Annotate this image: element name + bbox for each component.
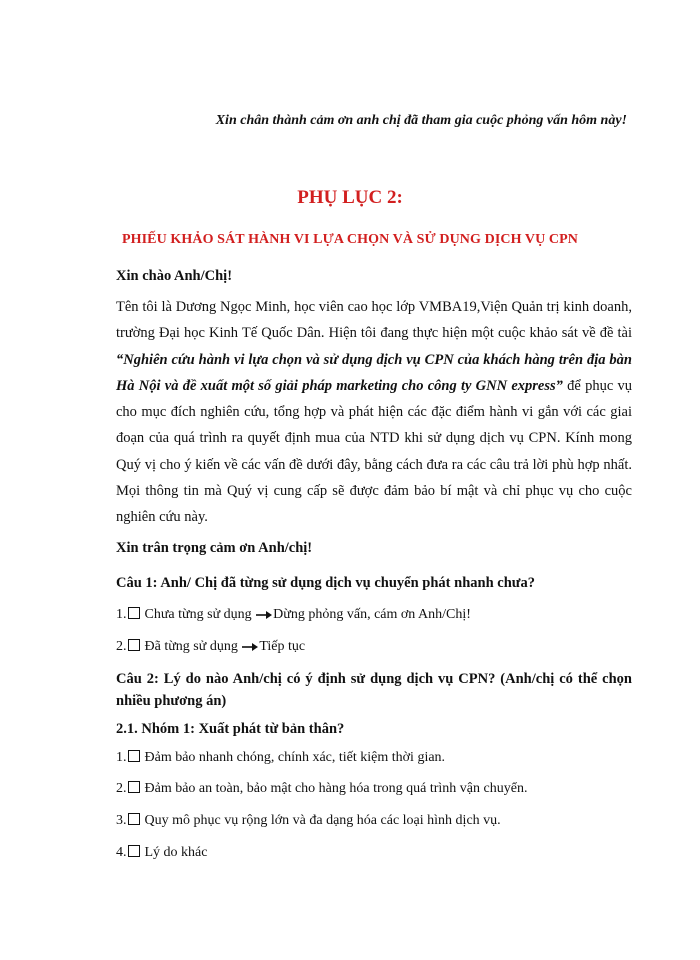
- option-number: 1.: [116, 607, 127, 622]
- option-label: Chưa từng sử dụng: [144, 607, 252, 622]
- option-label: Quy mô phục vụ rộng lớn và đa dạng hóa các loại hình dịch vụ.: [144, 813, 501, 828]
- intro-text-2: để phục vụ cho mục đích nghiên cứu, tổng hợp và phát hiện các đặc điểm hành vi gắn với các giai đoạn của quá trình ra quyết định mua của NTD khi sử dụng dịch vụ CPN. Kính mong Quý vị cho ý kiến về các vấn đề dưới đây, bằng cách đưa ra các câu trả lời phù hợp nhất. Mọi thông tin mà Quý vị cung cấp sẽ được đảm bảo bí mật và chỉ phục vụ cho cuộc nghiên cứu này.: [116, 377, 632, 526]
- option-number: 4.: [116, 845, 127, 860]
- option-number: 2.: [116, 639, 127, 654]
- checkbox[interactable]: [128, 813, 140, 825]
- intro-paragraph: [116, 294, 632, 531]
- option-number: 1.: [116, 750, 127, 765]
- checkbox[interactable]: [128, 639, 140, 651]
- appendix-title: PHỤ LỤC 2:: [297, 187, 403, 208]
- option-next-step: Dừng phỏng vấn, cám ơn Anh/Chị!: [273, 607, 471, 622]
- question-2: Câu 2: Lý do nào Anh/chị có ý định sử dụng dịch vụ CPN? (Anh/chị có thể chọn nhiều phương án): [116, 671, 632, 709]
- option-label: Đảm bảo an toàn, bảo mật cho hàng hóa trong quá trình vận chuyển.: [144, 781, 528, 796]
- question-1: Câu 1: Anh/ Chị đã từng sử dụng dịch vụ chuyển phát nhanh chưa?: [116, 575, 535, 591]
- thanks-line: Xin trân trọng cảm ơn Anh/chị!: [116, 540, 313, 556]
- arrow-right-icon: [256, 610, 272, 620]
- checkbox[interactable]: [128, 607, 140, 619]
- option-next-step: Tiếp tục: [259, 639, 306, 654]
- option-label: Lý do khác: [144, 845, 208, 860]
- q2-option-3[interactable]: [116, 813, 501, 829]
- option-label: Đã từng sử dụng: [144, 639, 238, 654]
- arrow-right-icon: [242, 642, 258, 652]
- q2-option-1[interactable]: [116, 750, 445, 766]
- q1-option-2[interactable]: [116, 639, 305, 655]
- q2-option-2[interactable]: [116, 781, 527, 797]
- question-2-group-1: 2.1. Nhóm 1: Xuất phát từ bản thân?: [116, 721, 345, 737]
- option-number: 3.: [116, 813, 127, 828]
- option-label: Đảm bảo nhanh chóng, chính xác, tiết kiệm thời gian.: [144, 750, 446, 765]
- intro-text-1: Tên tôi là Dương Ngọc Minh, học viên cao học lớp VMBA19,Viện Quản trị kinh doanh, trường Đại học Kinh Tế Quốc Dân. Hiện tôi đang thực hiện một cuộc khảo sát về đề tài: [116, 299, 632, 342]
- closing-thanks: Xin chân thành cảm ơn anh chị đã tham gia cuộc phỏng vấn hôm này!: [215, 113, 627, 128]
- checkbox[interactable]: [128, 781, 140, 793]
- research-topic: “Nghiên cứu hành vi lựa chọn và sử dụng dịch vụ CPN của khách hàng trên địa bàn Hà Nội và đề xuất một số giải pháp marketing cho công ty GNN express”: [116, 351, 632, 394]
- q1-option-1[interactable]: [116, 607, 471, 623]
- greeting: Xin chào Anh/Chị!: [116, 268, 233, 284]
- checkbox[interactable]: [128, 845, 140, 857]
- checkbox[interactable]: [128, 750, 140, 762]
- option-number: 2.: [116, 781, 127, 796]
- q2-option-4[interactable]: [116, 845, 207, 861]
- survey-title: PHIẾU KHẢO SÁT HÀNH VI LỰA CHỌN VÀ SỬ DỤNG DỊCH VỤ CPN: [121, 232, 579, 247]
